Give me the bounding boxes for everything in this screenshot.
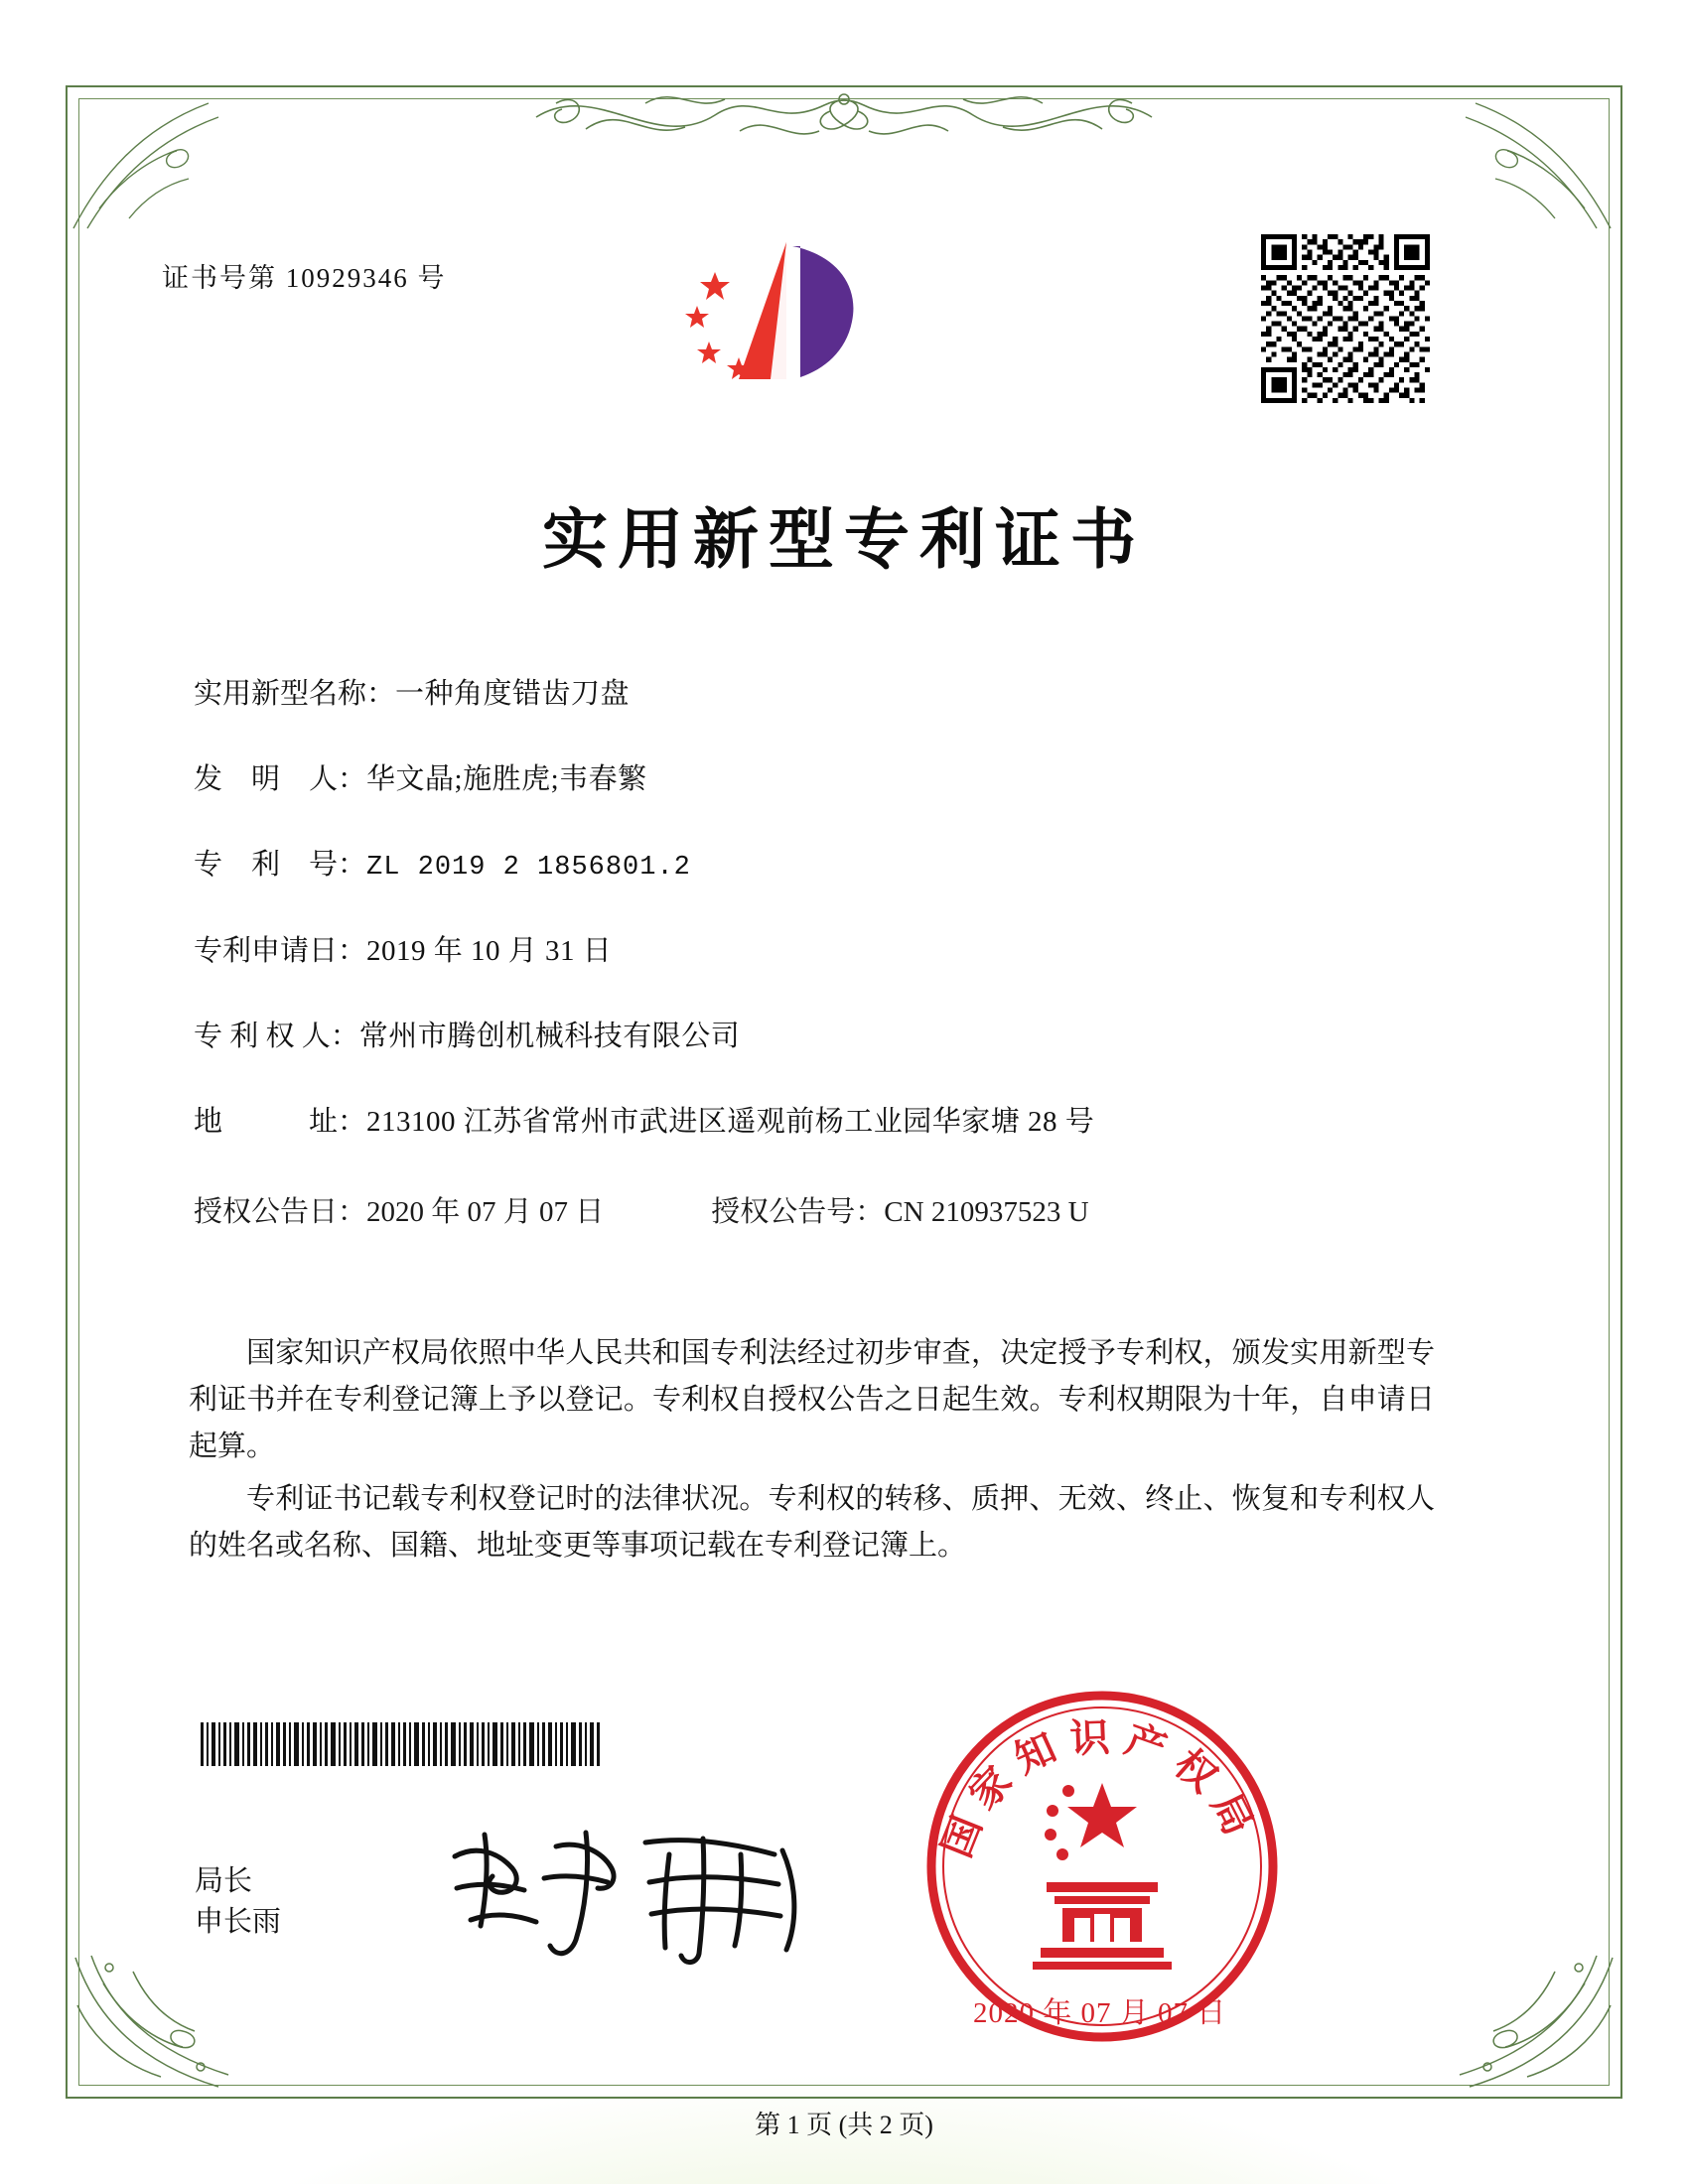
- legal-text: [189, 1330, 1435, 1575]
- barcode: [199, 1722, 606, 1766]
- grant-number-label: 授权公告号：: [711, 1196, 885, 1229]
- page-footer: 第 1 页 (共 2 页): [755, 2111, 933, 2139]
- field-value: 213100 江苏省常州市武进区遥观前杨工业园华家塘 28 号: [366, 1105, 1095, 1138]
- signature-block: [195, 1861, 281, 1943]
- cnipa-logo-icon: [675, 228, 914, 417]
- field-label: 专利申请日：: [194, 934, 367, 967]
- seal-text: 国家知识产权局: [932, 1713, 1268, 1864]
- field-utility-model-name: [194, 677, 1504, 712]
- certificate-number: 证书号第 10929346 号: [162, 263, 447, 293]
- legal-paragraph-1: 国家知识产权局依照中华人民共和国专利法经过初步审查，决定授予专利权，颁发实用新型专利证书并在专利登记簿上予以登记。专利权自授权公告之日起生效。专利权期限为十年，自申请日起算。: [189, 1337, 1435, 1462]
- signature-name: 申长雨: [195, 1906, 282, 1939]
- grant-date-value: 2020 年 07 月 07 日: [366, 1196, 605, 1229]
- grant-date-label: 授权公告日：: [194, 1196, 367, 1229]
- field-label: 专 利 号：: [194, 848, 367, 881]
- field-value: ZL 2019 2 1856801.2: [366, 852, 691, 883]
- field-patent-number: [194, 848, 1504, 884]
- field-label: 专 利 权 人：: [194, 1020, 359, 1052]
- qr-code: [1261, 234, 1430, 403]
- field-label: 实用新型名称：: [194, 678, 396, 710]
- page-title: 实用新型专利证书: [542, 500, 1146, 578]
- field-address: [194, 1105, 1504, 1140]
- field-value: 常州市腾创机械科技有限公司: [358, 1020, 741, 1052]
- field-inventors: [194, 762, 1504, 797]
- field-value: 2019 年 10 月 31 日: [366, 934, 613, 967]
- handwritten-signature: [437, 1817, 814, 1966]
- signature-title: 局长: [195, 1865, 253, 1897]
- field-value: 一种角度错齿刀盘: [395, 678, 631, 710]
- field-value: 华文晶;施胜虎;韦春繁: [366, 762, 647, 795]
- seal-date: 2020 年 07 月 07 日: [973, 1997, 1227, 2029]
- field-application-date: [194, 934, 1504, 969]
- field-grant-row: [194, 1189, 1504, 1230]
- field-label: 发 明 人：: [194, 762, 367, 795]
- field-patentee: [194, 1020, 1504, 1054]
- legal-paragraph-2: 专利证书记载专利权登记时的法律状况。专利权的转移、质押、无效、终止、恢复和专利权人的姓名或名称、国籍、地址变更等事项记载在专利登记簿上。: [189, 1482, 1435, 1562]
- field-label: 地 址：: [194, 1105, 367, 1138]
- grant-number-value: CN 210937523 U: [884, 1196, 1089, 1229]
- field-list: [194, 677, 1504, 1270]
